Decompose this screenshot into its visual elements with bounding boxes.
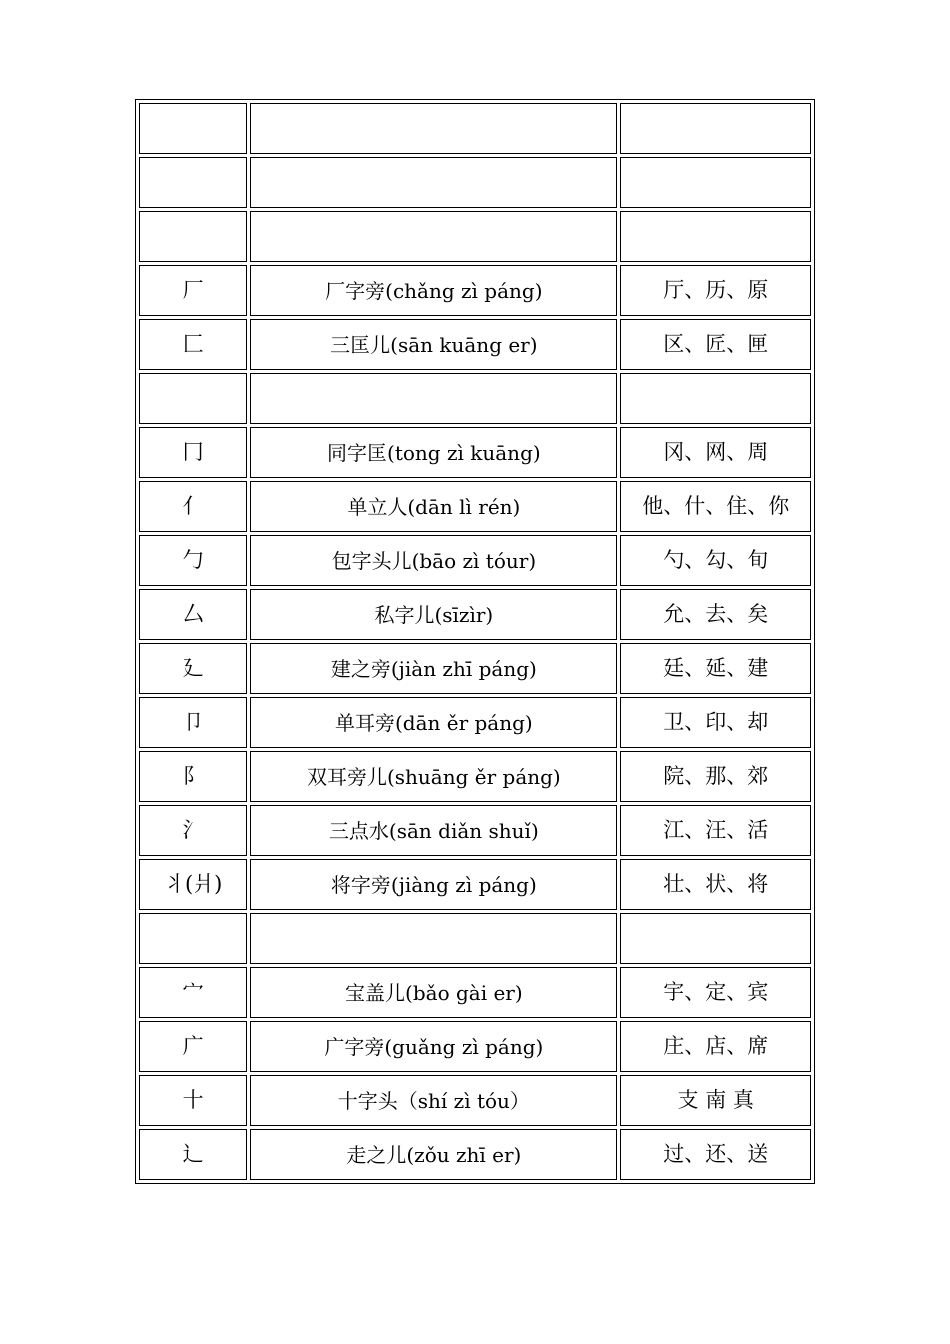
table-row bbox=[139, 373, 811, 424]
radical-name-cell: 将字旁(jiàng zì páng) bbox=[250, 859, 617, 910]
radical-cell: 丬(爿) bbox=[139, 859, 247, 910]
radical-name-cell bbox=[250, 913, 617, 964]
table-row bbox=[139, 103, 811, 154]
radical-name-cell: 同字匡(tong zì kuāng) bbox=[250, 427, 617, 478]
table-row bbox=[139, 157, 811, 208]
example-chars-cell bbox=[620, 373, 811, 424]
radical-cell: 勹 bbox=[139, 535, 247, 586]
radical-cell bbox=[139, 103, 247, 154]
radical-cell: 辶 bbox=[139, 1129, 247, 1180]
radical-cell: 廴 bbox=[139, 643, 247, 694]
example-chars-cell bbox=[620, 157, 811, 208]
radical-name-cell: 十字头（shí zì tóu） bbox=[250, 1075, 617, 1126]
table-row bbox=[139, 643, 811, 694]
example-chars-cell: 院、那、郊 bbox=[620, 751, 811, 802]
example-chars-cell: 允、去、矣 bbox=[620, 589, 811, 640]
radical-cell: 匚 bbox=[139, 319, 247, 370]
example-chars-cell bbox=[620, 913, 811, 964]
radical-cell: 厂 bbox=[139, 265, 247, 316]
example-chars-cell: 庄、店、席 bbox=[620, 1021, 811, 1072]
radical-name-cell bbox=[250, 157, 617, 208]
radical-name-cell bbox=[250, 211, 617, 262]
example-chars-cell: 支 南 真 bbox=[620, 1075, 811, 1126]
radical-name-cell: 私字儿(sīzìr) bbox=[250, 589, 617, 640]
radical-cell: 亻 bbox=[139, 481, 247, 532]
table-row bbox=[139, 913, 811, 964]
table-row bbox=[139, 427, 811, 478]
radical-cell: 厶 bbox=[139, 589, 247, 640]
table-row bbox=[139, 535, 811, 586]
table-row bbox=[139, 319, 811, 370]
table-row bbox=[139, 1075, 811, 1126]
radical-name-cell: 包字头儿(bāo zì tóur) bbox=[250, 535, 617, 586]
table-row bbox=[139, 859, 811, 910]
radical-name-cell: 厂字旁(chǎng zì páng) bbox=[250, 265, 617, 316]
radical-name-cell: 三匡儿(sān kuāng er) bbox=[250, 319, 617, 370]
radical-cell bbox=[139, 157, 247, 208]
example-chars-cell bbox=[620, 103, 811, 154]
radical-cell: 氵 bbox=[139, 805, 247, 856]
table-row bbox=[139, 265, 811, 316]
radical-cell bbox=[139, 211, 247, 262]
radical-table bbox=[135, 99, 815, 1184]
radical-name-cell: 双耳旁儿(shuāng ěr páng) bbox=[250, 751, 617, 802]
table-row bbox=[139, 805, 811, 856]
example-chars-cell: 勺、勾、旬 bbox=[620, 535, 811, 586]
radical-name-cell: 三点水(sān diǎn shuǐ) bbox=[250, 805, 617, 856]
radical-table-body bbox=[139, 103, 811, 1180]
radical-cell: 广 bbox=[139, 1021, 247, 1072]
example-chars-cell: 壮、状、将 bbox=[620, 859, 811, 910]
radical-cell: 十 bbox=[139, 1075, 247, 1126]
table-row bbox=[139, 751, 811, 802]
radical-cell: 宀 bbox=[139, 967, 247, 1018]
table-row bbox=[139, 697, 811, 748]
example-chars-cell: 区、匠、匣 bbox=[620, 319, 811, 370]
radical-name-cell: 走之儿(zǒu zhī er) bbox=[250, 1129, 617, 1180]
radical-name-cell: 单耳旁(dān ěr páng) bbox=[250, 697, 617, 748]
table-row bbox=[139, 967, 811, 1018]
table-row bbox=[139, 1021, 811, 1072]
radical-name-cell bbox=[250, 373, 617, 424]
example-chars-cell: 他、什、住、你 bbox=[620, 481, 811, 532]
example-chars-cell bbox=[620, 211, 811, 262]
radical-cell: 冂 bbox=[139, 427, 247, 478]
radical-cell bbox=[139, 913, 247, 964]
example-chars-cell: 冈、网、周 bbox=[620, 427, 811, 478]
example-chars-cell: 江、汪、活 bbox=[620, 805, 811, 856]
example-chars-cell: 卫、印、却 bbox=[620, 697, 811, 748]
example-chars-cell: 厅、历、原 bbox=[620, 265, 811, 316]
radical-cell bbox=[139, 373, 247, 424]
table-row bbox=[139, 1129, 811, 1180]
radical-name-cell: 建之旁(jiàn zhī páng) bbox=[250, 643, 617, 694]
radical-name-cell: 宝盖儿(bǎo gài er) bbox=[250, 967, 617, 1018]
table-row bbox=[139, 211, 811, 262]
radical-name-cell: 单立人(dān lì rén) bbox=[250, 481, 617, 532]
table-row bbox=[139, 481, 811, 532]
table-row bbox=[139, 589, 811, 640]
example-chars-cell: 宇、定、宾 bbox=[620, 967, 811, 1018]
example-chars-cell: 过、还、送 bbox=[620, 1129, 811, 1180]
radical-name-cell: 广字旁(guǎng zì páng) bbox=[250, 1021, 617, 1072]
radical-cell: 卩 bbox=[139, 697, 247, 748]
example-chars-cell: 廷、延、建 bbox=[620, 643, 811, 694]
radical-name-cell bbox=[250, 103, 617, 154]
radical-cell: 阝 bbox=[139, 751, 247, 802]
